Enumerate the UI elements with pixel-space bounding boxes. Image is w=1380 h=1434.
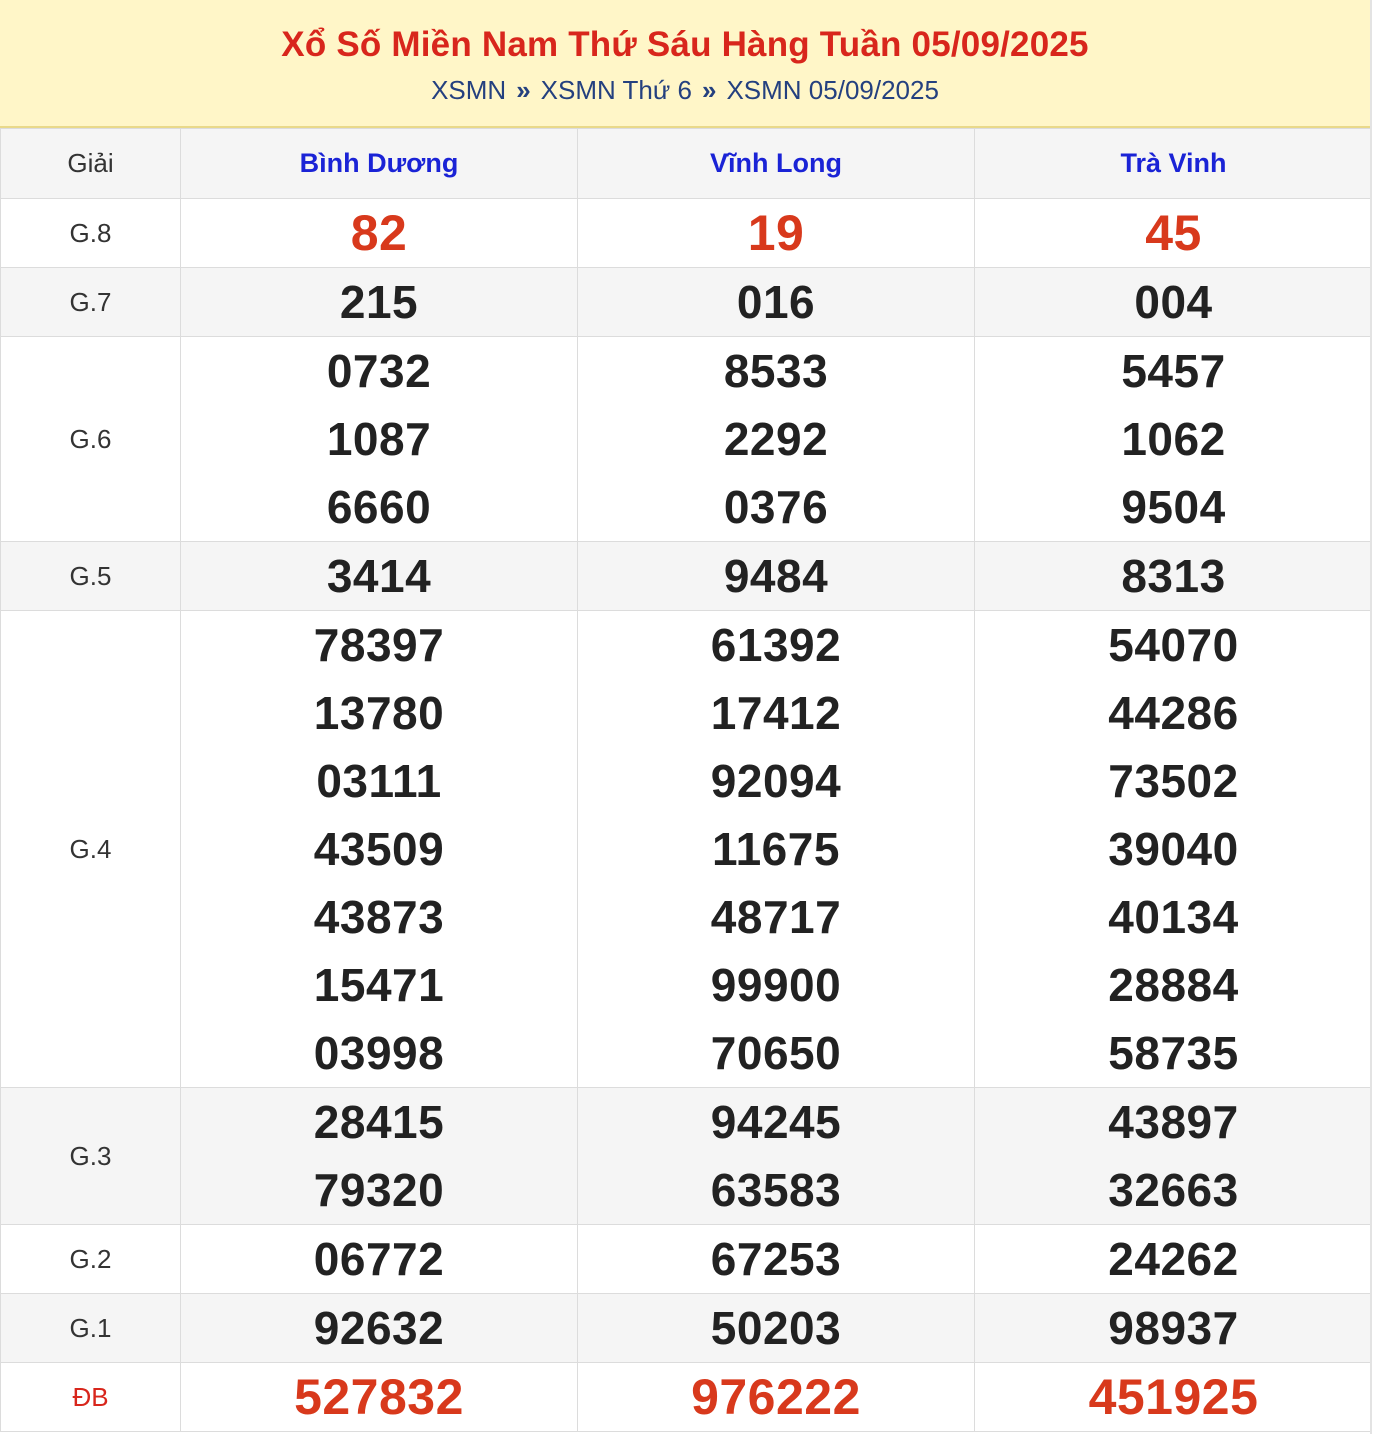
prize-cell [181, 199, 578, 268]
prize-number: 215 [339, 276, 419, 328]
prize-cell [578, 1363, 975, 1432]
prize-number: 9484 [723, 550, 829, 602]
prize-number: 1087 [326, 413, 432, 465]
prize-number: 6660 [326, 481, 432, 533]
prize-number: 03998 [313, 1027, 445, 1079]
prize-number: 2292 [723, 413, 829, 465]
prize-number: 13780 [313, 687, 445, 739]
prize-number: 004 [1134, 276, 1213, 328]
prize-number: 50203 [710, 1302, 842, 1354]
table-row [1, 611, 1373, 1088]
prize-cell [975, 542, 1373, 611]
prize-number: 24262 [1108, 1233, 1239, 1285]
prize-cell [578, 611, 975, 1088]
prize-label: G.3 [1, 1088, 181, 1225]
breadcrumb-link-xsmn[interactable]: XSMN [431, 75, 507, 105]
prize-number: 28884 [1108, 959, 1239, 1011]
prize-number: 11675 [712, 823, 840, 875]
prize-number: 32663 [1108, 1164, 1239, 1216]
prize-number: 79320 [313, 1164, 445, 1216]
page-title: Xổ Số Miền Nam Thứ Sáu Hàng Tuần 05/09/2025 [281, 25, 1089, 64]
prize-number: 8313 [1121, 550, 1226, 602]
prize-number: 527832 [294, 1369, 464, 1425]
prize-number: 70650 [710, 1027, 842, 1079]
prize-number: 451925 [1088, 1369, 1259, 1425]
results-table [0, 128, 1372, 1432]
prize-number: 61392 [710, 619, 842, 671]
prize-number: 99900 [710, 959, 842, 1011]
breadcrumb-separator: » [516, 75, 531, 105]
prize-cell [181, 1088, 578, 1225]
prize-number: 44286 [1108, 687, 1239, 739]
prize-number: 48717 [710, 891, 842, 943]
prize-cell [975, 1294, 1373, 1363]
prize-label: G.6 [1, 337, 181, 542]
prize-number: 63583 [710, 1164, 842, 1216]
prize-number: 43897 [1108, 1096, 1239, 1148]
prize-number: 016 [736, 276, 816, 328]
table-header-row [1, 129, 1373, 199]
prize-number: 45 [1145, 205, 1202, 261]
prize-number: 92094 [710, 755, 842, 807]
prize-cell [181, 1294, 578, 1363]
prize-label: G.2 [1, 1225, 181, 1294]
province-vinh-long[interactable]: Vĩnh Long [578, 129, 975, 199]
breadcrumb-separator: » [701, 75, 717, 105]
prize-cell [578, 1225, 975, 1294]
table-row [1, 1363, 1373, 1432]
prize-label: G.8 [1, 199, 181, 268]
results-body [1, 199, 1373, 1432]
prize-number: 17412 [710, 687, 842, 739]
prize-number: 976222 [691, 1369, 861, 1425]
prize-number: 3414 [326, 550, 432, 602]
prize-number: 9504 [1121, 481, 1226, 533]
prize-label: ĐB [1, 1363, 181, 1432]
prize-cell [975, 1363, 1373, 1432]
prize-cell [181, 1363, 578, 1432]
prize-cell [578, 542, 975, 611]
prize-number: 92632 [313, 1302, 445, 1354]
prize-number: 67253 [710, 1233, 842, 1285]
table-row [1, 268, 1373, 337]
prize-cell [975, 199, 1373, 268]
prize-number: 0376 [723, 481, 829, 533]
prize-label: G.4 [1, 611, 181, 1088]
prize-number: 73502 [1108, 755, 1239, 807]
prize-cell [181, 268, 578, 337]
prize-number: 03111 [316, 755, 442, 807]
prize-number: 43873 [313, 891, 445, 943]
table-row [1, 337, 1373, 542]
prize-cell [975, 611, 1373, 1088]
prize-cell [578, 1088, 975, 1225]
prize-number: 8533 [723, 345, 829, 397]
prize-number: 43509 [313, 823, 445, 875]
column-label-prize: Giải [1, 129, 181, 199]
prize-cell [578, 337, 975, 542]
prize-cell [181, 611, 578, 1088]
table-row [1, 199, 1373, 268]
prize-label: G.7 [1, 268, 181, 337]
prize-number: 06772 [313, 1233, 445, 1285]
prize-label: G.1 [1, 1294, 181, 1363]
table-row [1, 1225, 1373, 1294]
prize-number: 15471 [313, 959, 445, 1011]
prize-number: 19 [747, 205, 805, 261]
table-row [1, 1294, 1373, 1363]
prize-number: 54070 [1108, 619, 1239, 671]
prize-cell [181, 337, 578, 542]
table-row [1, 1088, 1373, 1225]
prize-label: G.5 [1, 542, 181, 611]
prize-cell [578, 1294, 975, 1363]
prize-number: 39040 [1108, 823, 1239, 875]
prize-number: 78397 [313, 619, 445, 671]
province-tra-vinh[interactable]: Trà Vinh [975, 129, 1373, 199]
breadcrumb-link-xsmn-date[interactable]: XSMN 05/09/2025 [726, 75, 939, 105]
prize-cell [975, 1225, 1373, 1294]
prize-cell [975, 268, 1373, 337]
prize-number: 98937 [1108, 1302, 1239, 1354]
prize-cell [578, 268, 975, 337]
prize-number: 28415 [313, 1096, 445, 1148]
prize-cell [975, 1088, 1373, 1225]
breadcrumb-link-xsmn-thu6[interactable]: XSMN Thứ 6 [540, 75, 692, 105]
prize-cell [578, 199, 975, 268]
prize-number: 82 [350, 205, 408, 261]
prize-number: 94245 [710, 1096, 842, 1148]
prize-cell [975, 337, 1373, 542]
prize-cell [181, 1225, 578, 1294]
prize-number: 5457 [1121, 345, 1226, 397]
province-binh-duong[interactable]: Bình Dương [181, 129, 578, 199]
prize-number: 0732 [326, 345, 432, 397]
breadcrumb [0, 74, 1370, 106]
prize-number: 40134 [1108, 891, 1239, 943]
prize-number: 58735 [1108, 1027, 1239, 1079]
results-header [0, 0, 1370, 128]
prize-number: 1062 [1121, 413, 1226, 465]
prize-cell [181, 542, 578, 611]
table-row [1, 542, 1373, 611]
